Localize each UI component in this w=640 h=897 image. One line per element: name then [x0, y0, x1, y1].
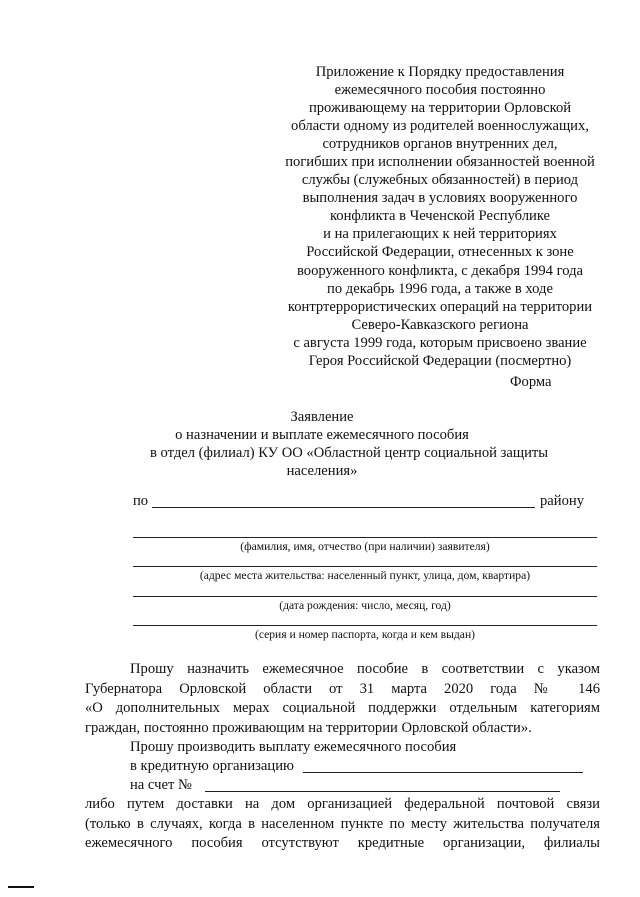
- passport-caption: (серия и номер паспорта, когда и кем выдан): [254, 628, 476, 641]
- credit-org-label: в кредитную организацию: [130, 758, 294, 774]
- appendix-line: выполнения задач в условиях вооруженного: [302, 190, 578, 207]
- paragraph-line: Губернатора Орловской области от 31 марта 2020 года № 146: [85, 680, 600, 697]
- district-prefix: по: [133, 493, 149, 509]
- appendix-line: погибших при исполнении обязанностей военной: [285, 154, 595, 171]
- title-line: Заявление: [290, 409, 354, 425]
- account-label: на счет №: [130, 777, 192, 793]
- appendix-line: службы (служебных обязанностей) в период: [301, 172, 579, 189]
- appendix-line: Российской Федерации, отнесенных к зоне: [306, 244, 574, 261]
- appendix-line: проживающему на территории Орловской: [308, 100, 572, 117]
- paragraph-line: ежемесячного пособия отсутствуют кредитные организации, филиалы: [85, 835, 600, 852]
- document-title: [150, 408, 549, 480]
- appendix-line: конфликта в Чеченской Республике: [329, 208, 551, 225]
- margin-mark: [8, 886, 34, 888]
- applicant-name-field[interactable]: [133, 537, 597, 538]
- credit-org-field[interactable]: [303, 772, 583, 773]
- appendix-line: по декабрь 1996 года, а также в ходе: [327, 280, 553, 297]
- appendix-line: вооруженного конфликта, с декабря 1994 года: [296, 262, 583, 279]
- request-paragraph: [85, 660, 600, 738]
- appendix-line: сотрудников органов внутренних дел,: [322, 136, 558, 153]
- form-label: Форма: [510, 374, 552, 390]
- district-suffix: району: [540, 493, 584, 509]
- appendix-line: и на прилегающих к ней территориях: [323, 226, 557, 243]
- appendix-line: Героя Российской Федерации (посмертно): [308, 352, 572, 369]
- account-number-field[interactable]: [205, 791, 560, 792]
- appendix-line: контртеррористических операций на территории: [287, 298, 593, 315]
- paragraph-line: (только в случаях, когда в населенном пункте по месту жительства получателя: [85, 815, 600, 832]
- paragraph-line: Прошу назначить ежемесячное пособие в соответствии с указом: [130, 661, 600, 677]
- appendix-line: с августа 1999 года, которым присвоено звание: [293, 334, 587, 351]
- appendix-line: области одному из родителей военнослужащих,: [291, 118, 589, 135]
- appendix-line: Приложение к Порядку предоставления: [315, 64, 565, 80]
- appendix-line: Северо-Кавказского региона: [351, 316, 529, 333]
- address-caption: (адрес места жительства: населенный пункт, улица, дом, квартира): [199, 569, 531, 582]
- paragraph-line: «О дополнительных мерах социальной поддержки отдельным категориям: [85, 700, 600, 717]
- birth-date-caption: (дата рождения: число, месяц, год): [279, 599, 451, 612]
- passport-field[interactable]: [133, 625, 597, 626]
- appendix-line: ежемесячного пособия постоянно: [334, 82, 546, 99]
- paragraph-line: граждан, постоянно проживающим на территории Орловской области».: [85, 719, 532, 736]
- address-field[interactable]: [133, 566, 597, 567]
- district-field[interactable]: [152, 507, 535, 508]
- delivery-paragraph: [85, 795, 600, 854]
- birth-date-field[interactable]: [133, 596, 597, 597]
- payment-intro: Прошу производить выплату ежемесячного пособия: [130, 739, 457, 755]
- title-line: в отдел (филиал) КУ ОО «Областной центр социальной защиты: [150, 445, 549, 461]
- applicant-name-caption: (фамилия, имя, отчество (при наличии) заявителя): [240, 540, 490, 553]
- title-line: населения»: [286, 463, 358, 479]
- appendix-header: [268, 63, 612, 370]
- paragraph-line: либо путем доставки на дом организацией федеральной почтовой связи: [85, 796, 600, 812]
- title-line: о назначении и выплате ежемесячного пособия: [175, 427, 469, 443]
